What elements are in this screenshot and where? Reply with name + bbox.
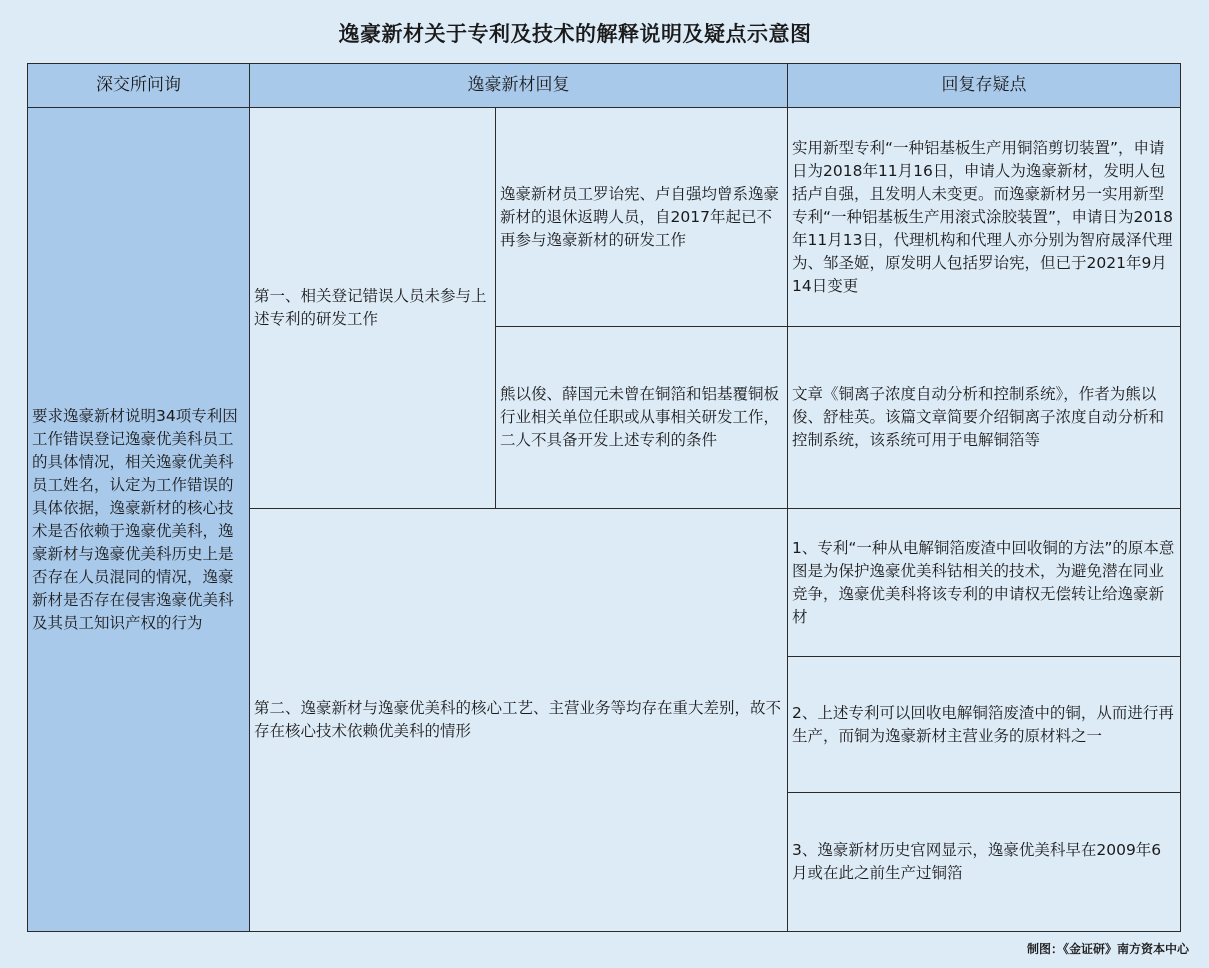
doubt-2 <box>787 326 1181 509</box>
reply-second-point-text: 第二、逸豪新材与逸豪优美科的核心工艺、主营业务等均存在重大差别，故不存在核心技术依赖优美科的情形 <box>254 699 782 740</box>
doubt-1 <box>787 107 1181 327</box>
doubt-4-text: 2、上述专利可以回收电解铜箔废渣中的铜，从而进行再生产，而铜为逸豪新材主营业务的原材料之一 <box>792 703 1174 745</box>
header-inquiry: 深交所问询 <box>27 63 250 108</box>
reply-first-sub2-text: 熊以俊、薛国元未曾在铜箔和铝基覆铜板行业相关单位任职或从事相关研发工作，二人不具备开发上述专利的条件 <box>500 385 780 449</box>
footer-credit: 制图：《金证研》南方资本中心 <box>1026 942 1189 956</box>
reply-second-point <box>249 508 788 932</box>
doubt-3-text: 1、专利“一种从电解铜箔废渣中回收铜的方法”的原本意图是为保护逸豪优美科钴相关的技术，为避免潜在同业竞争，逸豪优美科将该专利的申请权无偿转让给逸豪新材 <box>792 538 1175 626</box>
reply-first-point <box>249 107 496 509</box>
header-doubts: 回复存疑点 <box>787 63 1181 108</box>
reply-first-sub1-text: 逸豪新材员工罗诒宪、卢自强均曾系逸豪新材的退休返聘人员，自2017年起已不再参与逸豪新材的研发工作 <box>500 184 780 249</box>
reply-first-point-text: 第一、相关登记错误人员未参与上述专利的研发工作 <box>254 287 487 328</box>
doubt-5 <box>787 792 1181 932</box>
header-reply: 逸豪新材回复 <box>249 63 788 108</box>
reply-first-sub1 <box>495 107 788 327</box>
doubt-1-text: 实用新型专利“一种铝基板生产用铜箔剪切装置”，申请日为2018年11月16日，申请人为逸豪新材，发明人包括卢自强，且发明人未变更。而逸豪新材另一实用新型专利“一种铝基板生产用滚式涂胶装置”，申请日为2018年11月13日，代理机构和代理人亦分别为智府晟泽代理为、邹圣姬，原发明人包括罗诒宪，但已于2021年9月14日变更 <box>792 138 1174 295</box>
reply-first-sub2 <box>495 326 788 509</box>
inquiry-cell <box>27 107 250 932</box>
inquiry-text: 要求逸豪新材说明34项专利因工作错误登记逸豪优美科员工的具体情况，相关逸豪优美科员工姓名，认定为工作错误的具体依据，逸豪新材的核心技术是否依赖于逸豪优美科，逸豪新材与逸豪优美科历史上是否存在人员混同的情况，逸豪新材是否存在侵害逸豪优美科及其员工知识产权的行为 <box>32 406 238 632</box>
doubt-2-text: 文章《铜离子浓度自动分析和控制系统》，作者为熊以俊、舒桂英。该篇文章简要介绍铜离子浓度自动分析和控制系统，该系统可用于电解铜箔等 <box>792 385 1165 449</box>
doubt-5-text: 3、逸豪新材历史官网显示，逸豪优美科早在2009年6月或在此之前生产过铜箔 <box>792 841 1162 882</box>
chart-title: 逸豪新材关于专利及技术的解释说明及疑点示意图 <box>338 22 812 46</box>
doubt-4 <box>787 656 1181 793</box>
doubt-3 <box>787 508 1181 657</box>
